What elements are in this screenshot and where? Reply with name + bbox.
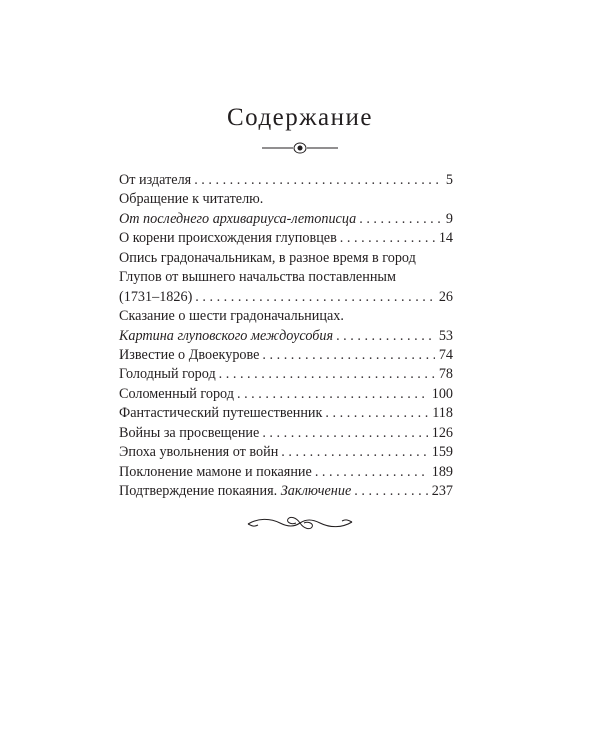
- dot-leader: [194, 171, 442, 190]
- toc-entry-koren[interactable]: [119, 229, 453, 248]
- dot-leader: [315, 463, 428, 482]
- toc-entry-title: Соломенный город: [119, 385, 234, 402]
- toc-page-number: 237: [431, 483, 453, 499]
- dot-leader: [195, 288, 435, 307]
- toc-entry-izdatel[interactable]: [119, 171, 453, 190]
- flourish-tailpiece-icon: [244, 512, 356, 534]
- toc-entry-opis-line2[interactable]: [119, 268, 453, 287]
- toc-entry-title: От последнего архивариуса-летописца: [119, 210, 357, 227]
- toc-entry-title: Фантастический путешественник: [119, 405, 323, 422]
- page-title: Содержание: [227, 104, 373, 131]
- toc-page-number: 189: [431, 463, 453, 480]
- toc-entry-arkhivarius[interactable]: [119, 210, 453, 229]
- dot-leader: [354, 482, 427, 501]
- toc-page-number: 74: [438, 346, 453, 363]
- toc-entry-opis-line1[interactable]: [119, 249, 453, 268]
- toc-entry-title: Сказание о шести градоначальницах.: [119, 308, 344, 325]
- toc-entry-title-part: Подтверждение покаяния.: [119, 483, 281, 499]
- toc-page-number: 26: [438, 288, 453, 305]
- dot-leader: [237, 385, 428, 404]
- toc-entry-title: О корени происхождения глуповцев: [119, 230, 337, 247]
- toc-entry-title: Глупов от вышнего начальства поставленным: [119, 269, 396, 286]
- toc-page-number: 53: [438, 327, 453, 344]
- dot-leader: [262, 424, 427, 443]
- dot-leader: [325, 404, 428, 423]
- table-of-contents: [119, 171, 453, 501]
- toc-page-number: 5: [445, 172, 453, 188]
- toc-entry-epokha[interactable]: [119, 443, 453, 462]
- toc-entry-solomenny[interactable]: [119, 385, 453, 404]
- toc-entry-title: Войны за просвещение: [119, 424, 260, 441]
- toc-page-number: 9: [445, 210, 453, 227]
- toc-page-number: 78: [438, 366, 453, 383]
- dot-leader: [219, 365, 435, 384]
- toc-entry-title: Опись градоначальникам, в разное время в город: [119, 249, 416, 266]
- toc-entry-title: Эпоха увольнения от войн: [119, 444, 279, 461]
- toc-entry-title: Обращение к читателю.: [119, 191, 264, 208]
- dot-leader: [262, 346, 434, 365]
- toc-entry-title-italic-part: Заключение: [280, 483, 352, 499]
- toc-entry-title: [119, 482, 351, 501]
- toc-entry-dvoekurov[interactable]: [119, 346, 453, 365]
- toc-entry-voiny[interactable]: [119, 424, 453, 443]
- toc-entry-obrashchenie[interactable]: [119, 190, 453, 209]
- toc-entry-title: Известие о Двоекурове: [119, 346, 260, 363]
- dot-leader: [340, 229, 435, 248]
- toc-page-number: 14: [438, 230, 453, 247]
- toc-entry-opis-line3[interactable]: [119, 288, 453, 307]
- dot-leader: [359, 210, 442, 229]
- toc-entry-skazanie[interactable]: [119, 307, 453, 326]
- toc-entry-puteshestvennik[interactable]: [119, 404, 453, 423]
- fleuron-divider-icon: [260, 140, 340, 156]
- toc-entry-title: От издателя: [119, 172, 192, 188]
- toc-entry-poklonenie[interactable]: [119, 463, 453, 482]
- dot-leader: [281, 443, 427, 462]
- toc-entry-kartina[interactable]: [119, 327, 453, 346]
- toc-page-number: 159: [431, 444, 453, 461]
- toc-entry-golodny[interactable]: [119, 365, 453, 384]
- toc-page-number: 126: [431, 424, 453, 441]
- toc-entry-title: Поклонение мамоне и покаяние: [119, 463, 312, 480]
- toc-page-number: 118: [432, 405, 453, 422]
- dot-leader: [336, 327, 435, 346]
- toc-entry-podtverzhdenie[interactable]: [119, 482, 453, 501]
- toc-entry-title: Голодный город: [119, 366, 216, 383]
- toc-entry-title: (1731–1826): [119, 288, 193, 305]
- toc-page-number: 100: [431, 385, 453, 402]
- toc-entry-title: Картина глуповского междоусобия: [119, 327, 334, 344]
